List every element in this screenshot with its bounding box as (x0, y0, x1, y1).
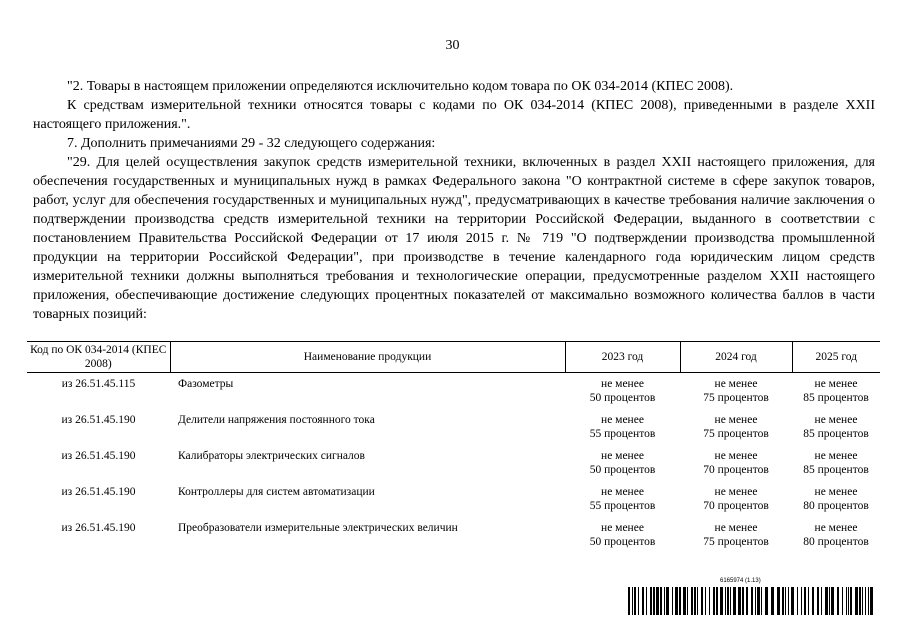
percent-qualifier: не менее (814, 486, 858, 498)
percent-cell-2025 (792, 521, 880, 557)
barcode-bar (687, 587, 688, 615)
barcode-bar (782, 587, 784, 615)
barcode-bar (705, 587, 706, 615)
header-2023: 2023 год (565, 342, 680, 373)
percent-qualifier: не менее (601, 522, 644, 534)
percent-qualifier: не менее (814, 450, 858, 462)
barcode-bar (817, 587, 819, 615)
barcode-bar (660, 587, 662, 615)
header-2025: 2025 год (792, 342, 880, 373)
table-header-row (27, 342, 880, 373)
barcode-bar (653, 587, 655, 615)
table-row (27, 485, 880, 521)
barcode-bar (727, 587, 729, 615)
barcode-bar (746, 587, 748, 615)
percent-value: 50 процентов (589, 392, 656, 404)
barcode-bar (837, 587, 839, 615)
percent-cell-2025 (792, 413, 880, 449)
barcode-bar (642, 587, 644, 615)
percent-cell-2024 (680, 449, 792, 485)
paragraph: "2. Товары в настоящем приложении определяются исключительно кодом товара по ОК 034-2014 (КПЕС 2008). (67, 79, 734, 94)
percent-value: 85 процентов (803, 392, 869, 404)
product-name: Калибраторы электрических сигналов (178, 450, 365, 462)
barcode-bar (691, 587, 693, 615)
percent-value: 55 процентов (589, 428, 656, 440)
table-row (27, 521, 880, 557)
percent-qualifier: не менее (714, 414, 758, 426)
barcode-bar (855, 587, 858, 615)
barcode-bar (771, 587, 774, 615)
barcode-bar (675, 587, 678, 615)
table-row (27, 373, 880, 414)
barcode-bar (808, 587, 809, 615)
barcode-bar (683, 587, 686, 615)
page-number: 30 (445, 38, 460, 53)
percent-qualifier: не менее (601, 378, 644, 390)
paragraph: 7. Дополнить примечаниями 29 - 32 следующего содержания: (67, 136, 436, 151)
barcode-bar (848, 587, 849, 615)
product-code: из 26.51.45.115 (61, 378, 136, 390)
percent-cell-2024 (680, 485, 792, 521)
paragraph: К средствам измерительной техники относятся товары с кодами по ОК 034-2014 (КПЕС 2008), приведенными в разделе XXII настоящего приложения.". (33, 98, 875, 132)
percent-cell-2024 (680, 373, 792, 414)
percent-qualifier: не менее (814, 414, 858, 426)
barcode-label: 6165974 (1.13) (720, 578, 761, 584)
document-body (33, 77, 875, 324)
percent-cell-2024 (680, 521, 792, 557)
barcode-bar (757, 587, 760, 615)
barcode-bar (628, 587, 630, 615)
barcode-bar (797, 587, 798, 615)
barcode-bar (831, 587, 834, 615)
barcode-bar (650, 587, 652, 615)
percent-qualifier: не менее (601, 414, 644, 426)
product-name: Фазометры (178, 378, 234, 390)
barcode-bar (733, 587, 736, 615)
barcode-bar (720, 587, 723, 615)
barcode-bar (765, 587, 768, 615)
percent-value: 70 процентов (703, 500, 769, 512)
barcode-bar (777, 587, 780, 615)
product-name: Делители напряжения постоянного тока (178, 414, 375, 426)
barcode-bar (672, 587, 673, 615)
percent-value: 55 процентов (589, 500, 656, 512)
percent-value: 50 процентов (589, 464, 656, 476)
barcode-bar (812, 587, 814, 615)
percent-qualifier: не менее (714, 450, 758, 462)
barcode-bar (791, 587, 794, 615)
barcode-bar (634, 587, 636, 615)
barcode-bar (694, 587, 696, 615)
percent-value: 50 процентов (589, 536, 656, 548)
header-code: Код по ОК 034-2014 (КПЕС 2008) (27, 342, 170, 373)
barcode-bar (716, 587, 718, 615)
barcode-bar (666, 587, 669, 615)
product-name: Контроллеры для систем автоматизации (178, 486, 375, 498)
products-table (27, 341, 880, 557)
barcode-bar (846, 587, 847, 615)
barcode-bar (865, 587, 866, 615)
barcode-bar (862, 587, 863, 615)
percent-qualifier: не менее (814, 378, 858, 390)
percent-cell-2023 (565, 485, 680, 521)
barcode-bar (825, 587, 828, 615)
barcode-bar (679, 587, 681, 615)
percent-qualifier: не менее (714, 486, 758, 498)
table-row (27, 449, 880, 485)
barcode-bar (638, 587, 639, 615)
percent-value: 80 процентов (803, 500, 869, 512)
product-code: из 26.51.45.190 (61, 414, 136, 426)
barcode-bar (868, 587, 869, 615)
barcode-bar (850, 587, 852, 615)
barcode-bar (725, 587, 726, 615)
paragraph: "29. Для целей осуществления закупок средств измерительной техники, включенных в раздел XXII настоящего приложения, для обеспечения государственных и муниципальных нужд в рамках Федерального закона "О контрактной системе в сфере закупок товаров, работ, услуг для обеспечения государственных и муниципальных нужд", предусматривающих в качестве требования наличие заключения о подтверждении производства средств измерительной техники на территории Российской Федерации, выданного в соответствии с постановлением Правительства Российской Федерации от 17 июля 2015 г. № 719 "О подтверждении производства промышленной продукции на территории Российской Федерации", при производстве в течение календарного года юридическим лицом средств измерительной техники должны выполняться требования и технологические операции, предусмотренные разделом XXII настоящего приложения, обеспечивающие достижение следующих процентных показателей от максимально возможного количества баллов в части товарных позиций: (33, 155, 875, 322)
product-code: из 26.51.45.190 (61, 486, 136, 498)
percent-qualifier: не менее (601, 486, 644, 498)
percent-cell-2025 (792, 485, 880, 521)
barcode-bar (785, 587, 786, 615)
barcode-bar (656, 587, 659, 615)
percent-value: 75 процентов (703, 428, 769, 440)
barcode-bar (709, 587, 710, 615)
barcode-bar (804, 587, 806, 615)
barcode-bar (664, 587, 665, 615)
barcode-bar (646, 587, 647, 615)
percent-cell-2024 (680, 413, 792, 449)
barcode-bar (742, 587, 744, 615)
product-name: Преобразователи измерительные электрических величин (178, 522, 458, 534)
table-row (27, 413, 880, 449)
barcode-image (628, 587, 873, 615)
header-2024: 2024 год (680, 342, 792, 373)
percent-value: 80 процентов (803, 536, 869, 548)
barcode-bar (701, 587, 703, 615)
percent-value: 75 процентов (703, 392, 769, 404)
product-code: из 26.51.45.190 (61, 522, 136, 534)
percent-qualifier: не менее (814, 522, 858, 534)
barcode-bar (632, 587, 633, 615)
percent-value: 70 процентов (703, 464, 769, 476)
product-code: из 26.51.45.190 (61, 450, 136, 462)
percent-cell-2023 (565, 449, 680, 485)
table-body (27, 373, 880, 558)
barcode-bar (788, 587, 789, 615)
barcode-bar (738, 587, 741, 615)
percent-cell-2023 (565, 413, 680, 449)
percent-cell-2023 (565, 373, 680, 414)
barcode-bar (829, 587, 830, 615)
percent-qualifier: не менее (714, 378, 758, 390)
barcode-bar (730, 587, 731, 615)
percent-cell-2025 (792, 373, 880, 414)
percent-value: 85 процентов (803, 464, 869, 476)
header-name: Наименование продукции (170, 342, 565, 373)
barcode-bar (761, 587, 762, 615)
barcode-bar (870, 587, 873, 615)
barcode-bar (859, 587, 861, 615)
barcode-bar (821, 587, 822, 615)
barcode-bar (751, 587, 753, 615)
percent-value: 85 процентов (803, 428, 869, 440)
percent-value: 75 процентов (703, 536, 769, 548)
percent-cell-2025 (792, 449, 880, 485)
barcode-bar (713, 587, 715, 615)
barcode-bar (842, 587, 843, 615)
barcode-bar (755, 587, 756, 615)
percent-cell-2023 (565, 521, 680, 557)
barcode-bar (697, 587, 698, 615)
percent-qualifier: не менее (714, 522, 758, 534)
percent-qualifier: не менее (601, 450, 644, 462)
barcode-bar (801, 587, 802, 615)
